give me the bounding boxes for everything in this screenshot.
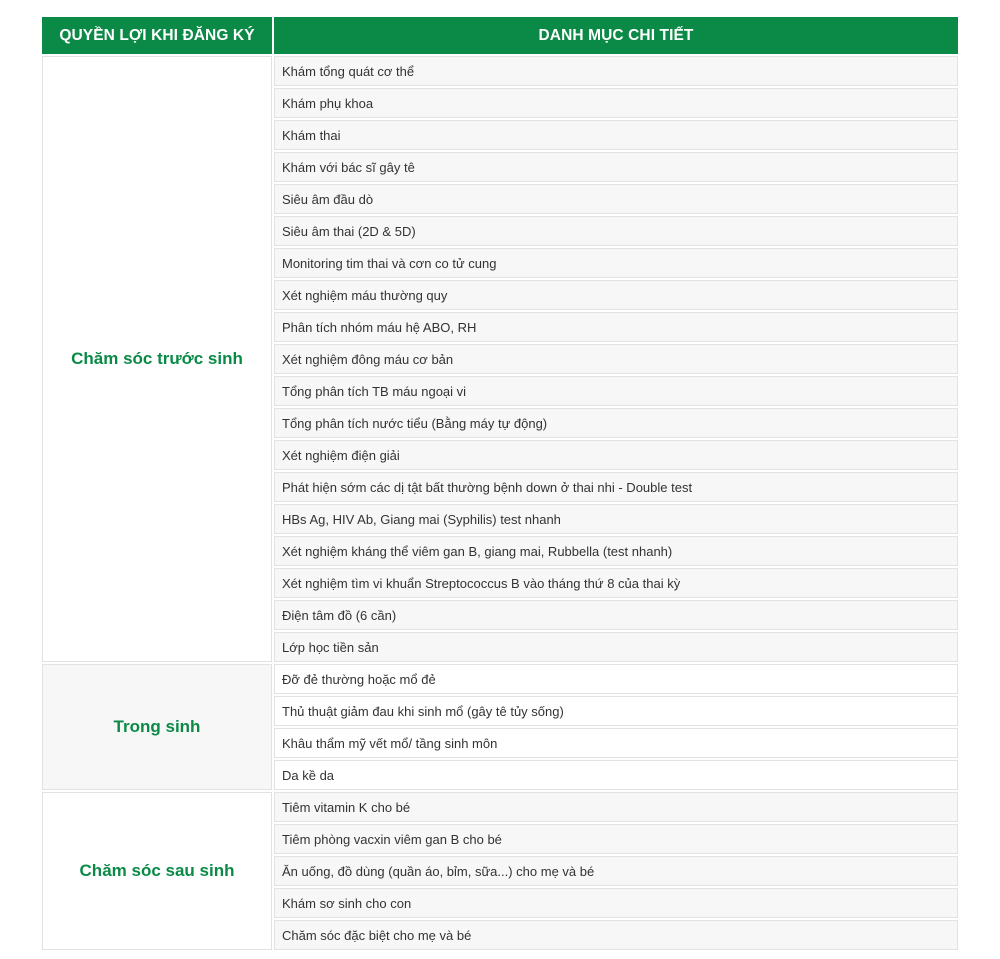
table-row: Xét nghiệm máu thường quy xyxy=(274,280,958,310)
table-row: Siêu âm đầu dò xyxy=(274,184,958,214)
table-row: Xét nghiệm điện giải xyxy=(274,440,958,470)
header-details: DANH MỤC CHI TIẾT xyxy=(274,17,958,54)
table-row: Xét nghiệm đông máu cơ bản xyxy=(274,344,958,374)
table-row: Phân tích nhóm máu hệ ABO, RH xyxy=(274,312,958,342)
group-title: Chăm sóc sau sinh xyxy=(42,792,272,950)
table-header xyxy=(42,17,958,54)
table-row: HBs Ag, HIV Ab, Giang mai (Syphilis) test nhanh xyxy=(274,504,958,534)
table-row: Tổng phân tích nước tiểu (Bằng máy tự động) xyxy=(274,408,958,438)
table-row: Chăm sóc đặc biệt cho mẹ và bé xyxy=(274,920,958,950)
table-row: Khám phụ khoa xyxy=(274,88,958,118)
table-row: Khám thai xyxy=(274,120,958,150)
table-row: Lớp học tiền sản xyxy=(274,632,958,662)
table-row: Khám với bác sĩ gây tê xyxy=(274,152,958,182)
table-row: Thủ thuật giảm đau khi sinh mổ (gây tê tủy sống) xyxy=(274,696,958,726)
header-benefits: QUYỀN LỢI KHI ĐĂNG KÝ xyxy=(42,17,272,54)
table-group xyxy=(42,664,958,790)
table-row: Phát hiện sớm các dị tật bất thường bệnh down ở thai nhi - Double test xyxy=(274,472,958,502)
table-row: Khâu thẩm mỹ vết mổ/ tầng sinh môn xyxy=(274,728,958,758)
table-row: Khám sơ sinh cho con xyxy=(274,888,958,918)
benefits-table xyxy=(42,17,958,952)
table-row: Xét nghiệm kháng thể viêm gan B, giang mai, Rubbella (test nhanh) xyxy=(274,536,958,566)
table-row: Đỡ đẻ thường hoặc mổ đẻ xyxy=(274,664,958,694)
table-row: Tiêm phòng vacxin viêm gan B cho bé xyxy=(274,824,958,854)
table-row: Tổng phân tích TB máu ngoại vi xyxy=(274,376,958,406)
table-row: Monitoring tim thai và cơn co tử cung xyxy=(274,248,958,278)
table-group xyxy=(42,792,958,950)
group-title: Trong sinh xyxy=(42,664,272,790)
table-row: Siêu âm thai (2D & 5D) xyxy=(274,216,958,246)
group-items xyxy=(274,664,958,790)
table-body xyxy=(42,56,958,950)
table-row: Xét nghiệm tìm vi khuẩn Streptococcus B vào tháng thứ 8 của thai kỳ xyxy=(274,568,958,598)
table-row: Tiêm vitamin K cho bé xyxy=(274,792,958,822)
group-items xyxy=(274,792,958,950)
table-row: Điện tâm đồ (6 cần) xyxy=(274,600,958,630)
group-items xyxy=(274,56,958,662)
table-row: Da kề da xyxy=(274,760,958,790)
group-title: Chăm sóc trước sinh xyxy=(42,56,272,662)
table-row: Ăn uống, đồ dùng (quần áo, bỉm, sữa...) cho mẹ và bé xyxy=(274,856,958,886)
table-group xyxy=(42,56,958,662)
table-row: Khám tổng quát cơ thể xyxy=(274,56,958,86)
